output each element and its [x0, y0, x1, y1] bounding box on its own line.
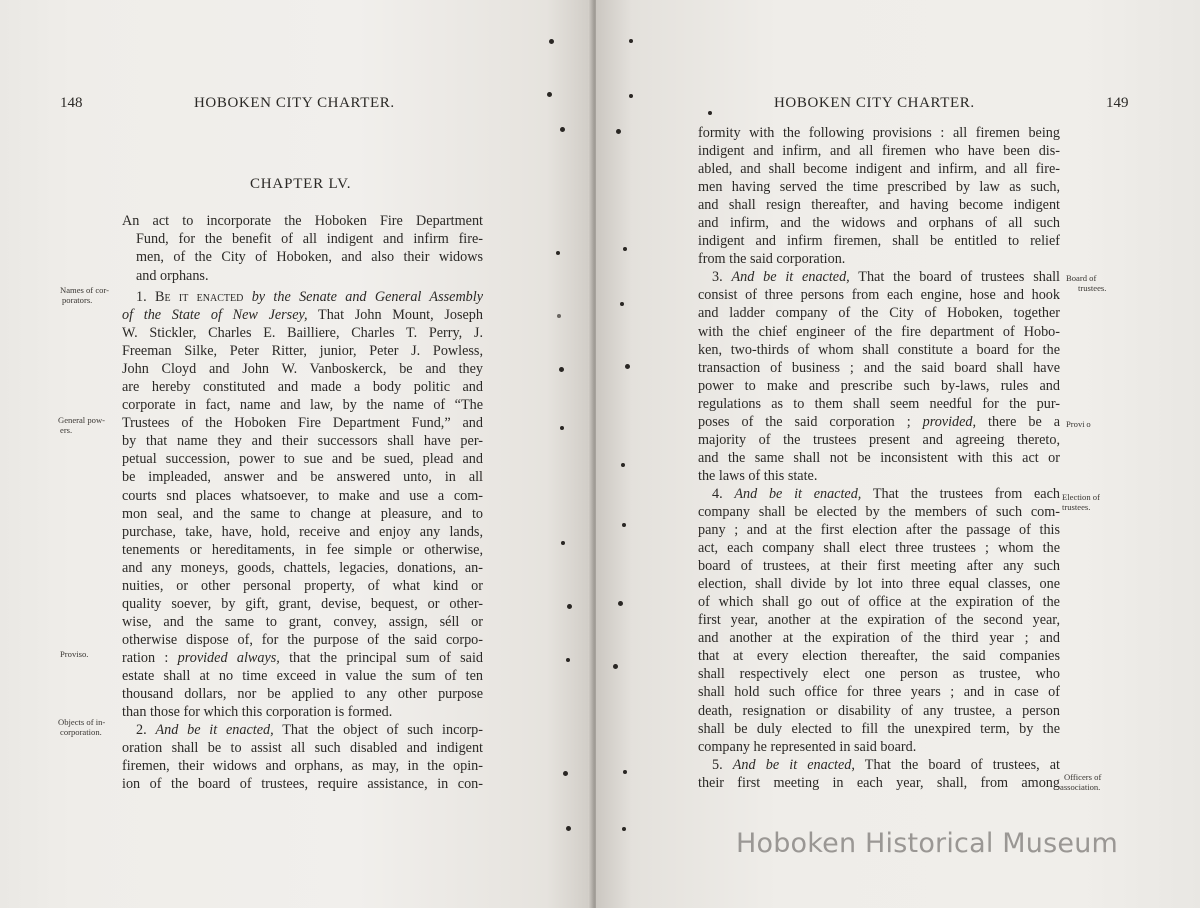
act-title-line: An act to incorporate the Hoboken Fire Department	[122, 213, 483, 229]
body-line: Freeman Silke, Peter Ritter, junior, Peter J. Powless,	[122, 343, 483, 360]
proviso-line: poses of the said corporation ; provided, there be a	[698, 413, 1060, 430]
body-line: and infirm, and the widows and orphans of all such	[698, 215, 1060, 232]
binding-hole	[567, 604, 572, 609]
body-line: and another at the expiration of the third year ; and	[698, 630, 1060, 647]
body-line: and shall resign thereafter, and having become indigent	[698, 197, 1060, 214]
body-line: thousand dollars, nor be applied to any other purpose	[122, 686, 483, 703]
act-title-line: Fund, for the benefit of all indigent and infirm fire-	[136, 231, 483, 248]
section-2-heading: 2. And be it enacted, That the object of such incorp-	[136, 722, 483, 739]
binding-hole	[620, 302, 624, 306]
binding-hole	[623, 247, 627, 251]
body-line: pany ; and at the first election after the passage of this	[698, 522, 1060, 539]
body-line: death, resignation or disability of any trustee, a person	[698, 702, 1060, 719]
body-line: first year, another at the expiration of the second year,	[698, 612, 1060, 629]
body-line: act, each company shall elect three trustees ; whom the	[698, 540, 1060, 557]
body-line: estate shall at no time exceed in value the sum of ten	[122, 667, 483, 684]
body-line: majority of the trustees present and agreeing thereto,	[698, 431, 1060, 448]
body-line: be impleaded, answer and be answered unto, in all	[122, 469, 483, 486]
binding-hole	[625, 364, 630, 369]
left-body-text	[122, 288, 483, 793]
body-line: mon seal, and the same to change at pleasure, and to	[122, 505, 483, 522]
body-line: indigent and infirm, and all firemen who have been dis-	[698, 143, 1060, 160]
body-line: courts snd places whatsoever, to make and use a com-	[122, 487, 483, 504]
body-line: from the said corporation.	[698, 251, 846, 268]
binding-hole	[616, 129, 621, 134]
body-line: regulations as to them shall seem needful for the pur-	[698, 395, 1060, 412]
section-5-heading: 5. And be it enacted, That the board of trustees, at	[712, 756, 1060, 773]
binding-hole	[566, 658, 570, 662]
section-4-heading: 4. And be it enacted, That the trustees from each	[712, 485, 1060, 502]
binding-hole	[559, 367, 564, 372]
binding-hole	[621, 463, 625, 467]
margin-note-board: Board of trustees.	[1066, 273, 1107, 293]
body-line: firemen, their widows and orphans, as may, in the opin-	[122, 758, 483, 775]
body-line: and any moneys, goods, chattels, legacies, donations, an-	[122, 559, 483, 576]
body-line: company shall be elected by the members of such com-	[698, 503, 1060, 520]
body-line: and the same shall not be inconsistent with this act or	[698, 449, 1060, 466]
binding-hole	[547, 92, 552, 97]
binding-hole	[629, 39, 633, 43]
body-line: of the State of New Jersey, That John Mount, Joseph	[122, 307, 483, 324]
body-line: Trustees of the Hoboken Fire Department Fund,” and	[122, 415, 483, 432]
body-line: abled, and shall become indigent and infirm, and all fire-	[698, 161, 1060, 178]
body-line: oration shall be to assist all such disabled and indigent	[122, 740, 483, 757]
body-line: purchase, take, have, hold, receive and enjoy any lands,	[122, 523, 483, 540]
body-line: petual succession, power to sue and be sued, plead and	[122, 451, 483, 468]
right-page-number: 149	[1106, 95, 1129, 111]
body-line: ion of the board of trustees, require assistance, in con-	[122, 776, 483, 793]
margin-note-objects: Objects of in- corporation.	[58, 717, 106, 737]
body-line: that at every election thereafter, the said companies	[698, 648, 1060, 665]
body-line: company he represented in said board.	[698, 738, 917, 755]
body-line: shall be duly elected to fill the unexpired term, by the	[698, 720, 1060, 737]
margin-note-proviso: Proviso.	[60, 649, 89, 659]
watermark: Hoboken Historical Museum	[736, 828, 1119, 859]
left-page-number: 148	[60, 95, 83, 111]
proviso-line: ration : provided always, that the principal sum of said	[122, 649, 483, 666]
body-line: quality soever, by gift, grant, devise, bequest, or other-	[122, 595, 483, 612]
margin-note-officers: Officers of association.	[1060, 772, 1102, 792]
body-line: wise, and the same to grant, convey, assign, séll or	[122, 613, 483, 630]
binding-hole	[557, 314, 561, 318]
binding-hole	[618, 601, 623, 606]
body-line: ken, two-thirds of whom shall constitute a board for the	[698, 341, 1060, 358]
margin-note-powers: General pow- ers.	[58, 415, 106, 435]
right-running-head: HOBOKEN CITY CHARTER.	[774, 95, 975, 111]
body-line: nuities, or other personal property, of what kind or	[122, 577, 483, 594]
left-page	[0, 0, 594, 908]
binding-hole	[613, 664, 618, 669]
body-line: the laws of this state.	[698, 467, 818, 484]
margin-note-names: Names of cor- porators.	[60, 285, 109, 305]
right-body-text	[698, 124, 1060, 792]
binding-hole	[556, 251, 560, 255]
margin-note-election: Election of trustees.	[1062, 492, 1100, 512]
body-line: than those for which this corporation is formed.	[122, 704, 393, 721]
body-line: board of trustees, at their first meeting after any such	[698, 558, 1060, 575]
binding-hole	[563, 771, 568, 776]
body-line: their first meeting in each year, shall, from among	[698, 774, 1060, 791]
body-line: John Cloyd and John W. Vanboskerck, be and they	[122, 361, 483, 378]
body-line: men having served the time prescribed by law as such,	[698, 179, 1060, 196]
binding-hole	[549, 39, 554, 44]
body-line: formity with the following provisions : all firemen being	[698, 125, 1060, 141]
body-line: shall respectively elect one person as trustee, who	[698, 666, 1060, 683]
binding-hole	[623, 770, 627, 774]
margin-note-provi: Provi o	[1066, 419, 1091, 429]
binding-hole	[708, 111, 712, 115]
body-line: and ladder company of the City of Hoboken, together	[698, 305, 1060, 322]
binding-hole	[560, 127, 565, 132]
body-line: of which shall go out of office at the expiration of the	[698, 594, 1060, 611]
body-line: shall hold such office for three years ; and in case of	[698, 684, 1060, 701]
act-title-line: and orphans.	[136, 267, 209, 284]
binding-hole	[560, 426, 564, 430]
body-line: indigent and infirm firemen, shall be entitled to relief	[698, 233, 1060, 250]
body-line: election, shall divide by lot into three equal classes, one	[698, 576, 1060, 593]
body-line: are hereby constituted and made a body politic and	[122, 379, 483, 396]
body-line: otherwise dispose of, for the purpose of the said corpo-	[122, 631, 483, 648]
binding-hole	[622, 523, 626, 527]
body-line: W. Stickler, Charles E. Bailliere, Charles T. Perry, J.	[122, 325, 483, 342]
body-line: power to make and prescribe such by-laws, rules and	[698, 377, 1060, 394]
body-line: transaction of business ; and the said board shall have	[698, 359, 1060, 376]
act-title	[122, 212, 483, 285]
binding-hole	[566, 826, 571, 831]
act-title-line: men, of the City of Hoboken, and also their widows	[136, 249, 483, 266]
body-line: by that name they and their successors shall have per-	[122, 433, 483, 450]
body-line: consist of three persons from each engine, hose and hook	[698, 287, 1060, 304]
body-line: with the chief engineer of the fire department of Hobo-	[698, 323, 1060, 340]
binding-hole	[561, 541, 565, 545]
binding-hole	[629, 94, 633, 98]
chapter-title: CHAPTER LV.	[250, 176, 352, 192]
section-1-heading: 1. Be it enacted by the Senate and General Assembly	[136, 289, 484, 305]
left-running-head: HOBOKEN CITY CHARTER.	[194, 95, 395, 111]
body-line: corporate in fact, name and law, by the name of “The	[122, 397, 483, 414]
section-3-heading: 3. And be it enacted, That the board of trustees shall	[712, 269, 1060, 286]
body-line: tenements or hereditaments, in fee simple or otherwise,	[122, 541, 483, 558]
binding-hole	[622, 827, 626, 831]
